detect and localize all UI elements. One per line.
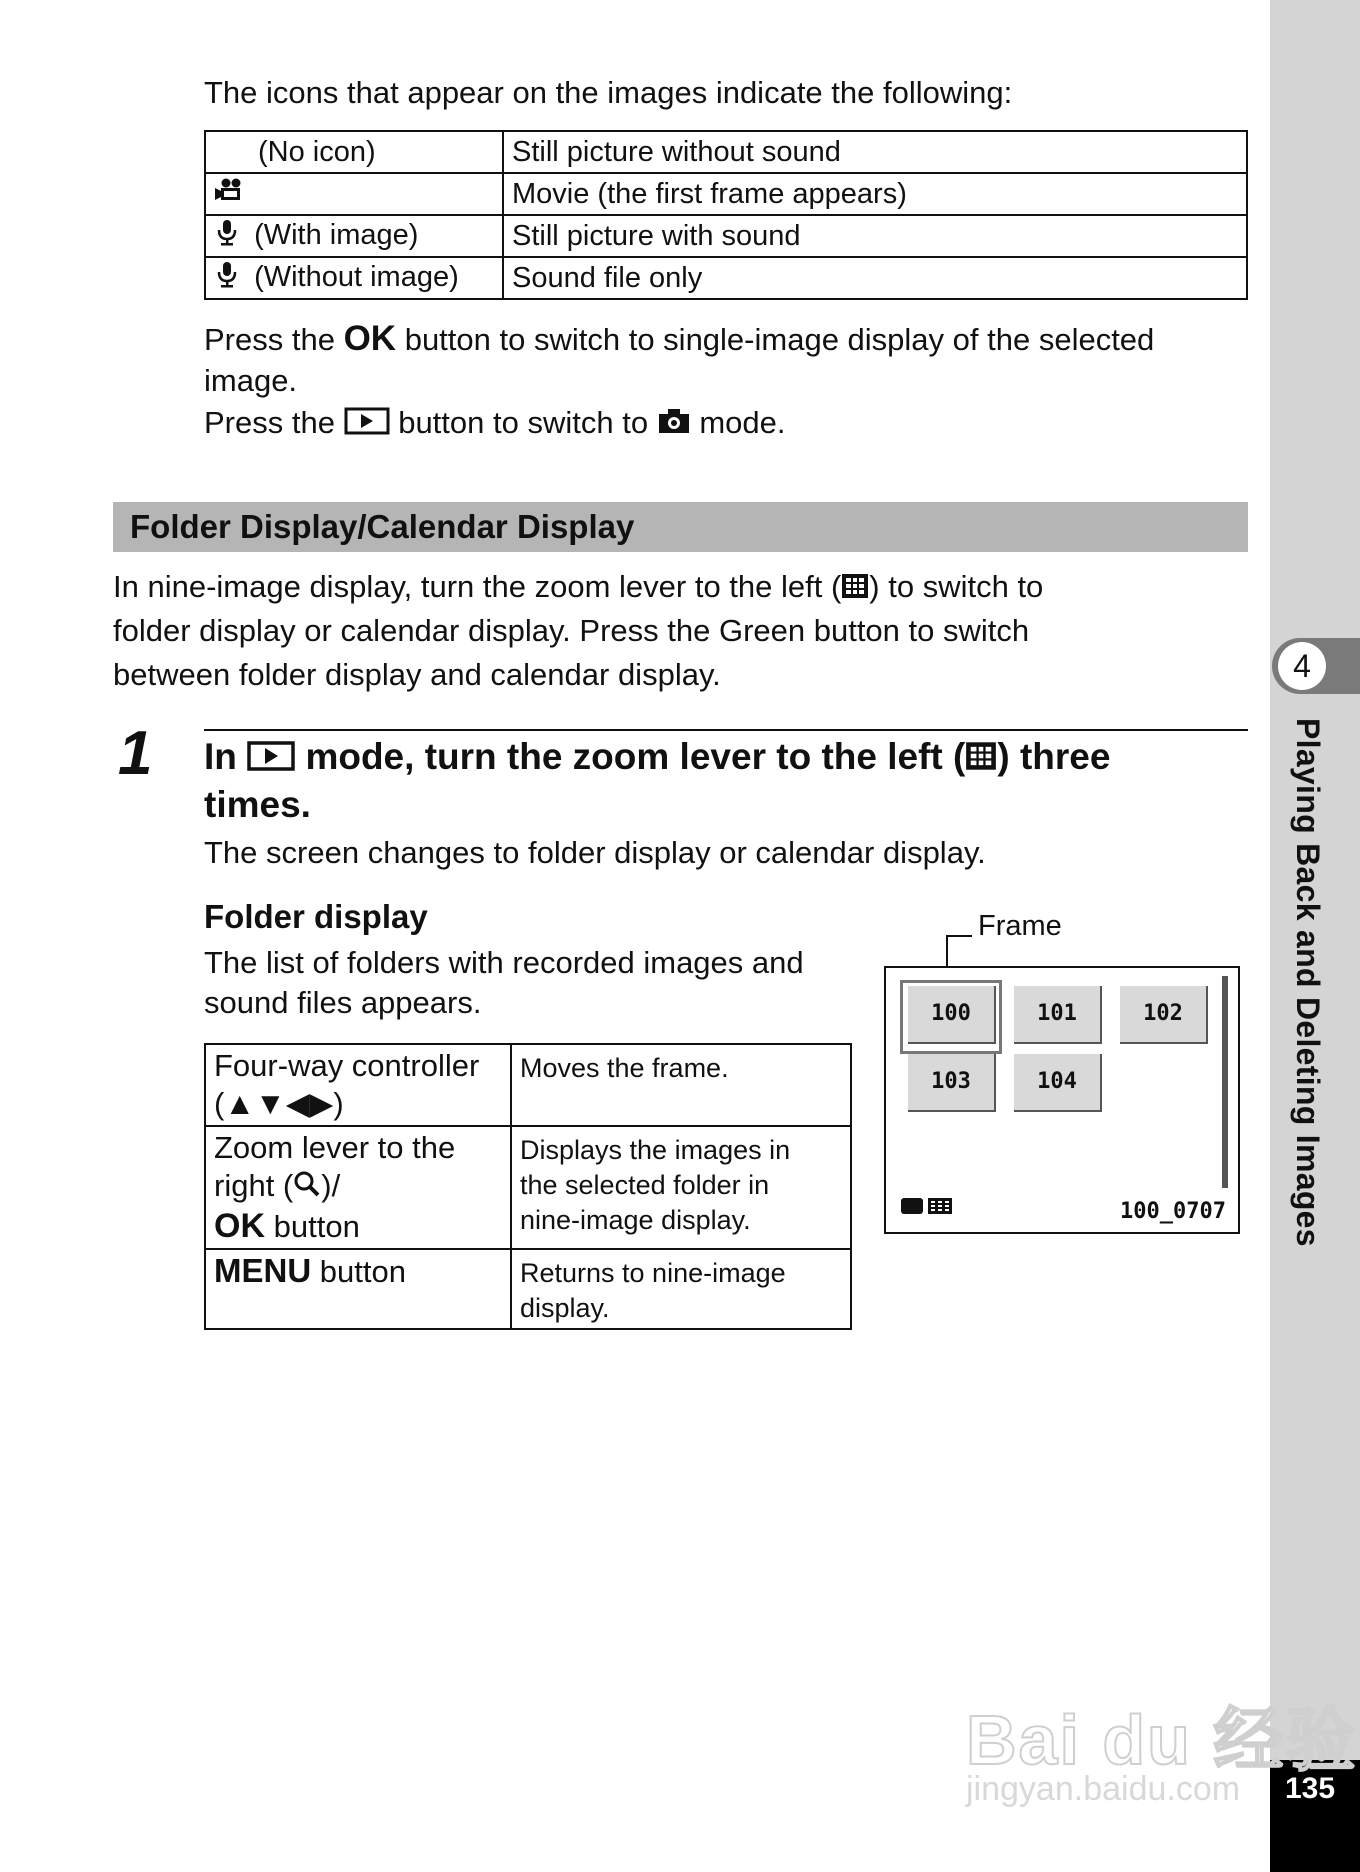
section-title: Folder Display/Calendar Display [130, 508, 635, 545]
watermark-url: jingyan.baidu.com [966, 1770, 1241, 1808]
frame-label: Frame [978, 910, 1062, 942]
folder-mode-icon [900, 1195, 954, 1222]
folder-display-screen [884, 966, 1240, 1234]
microphone-icon [214, 260, 240, 296]
icon-desc: Still picture with sound [503, 215, 1247, 257]
frame-pointer-line [946, 935, 972, 937]
folder-display-title: Folder display [204, 898, 428, 935]
controls-table [204, 1043, 852, 1330]
table-row: Zoom lever to the right ( )/ OK button Displays the images in the selected folder in nine-image display. [205, 1126, 851, 1249]
chapter-number: 4 [1278, 642, 1326, 690]
microphone-icon [214, 218, 240, 254]
ok-button-label: OK [343, 319, 397, 358]
arrow-keys-icon: (▲▼◀▶) [214, 1086, 344, 1121]
icon-desc: Movie (the first frame appears) [503, 173, 1247, 215]
folder-status-code: 100_0707 [1120, 1199, 1226, 1224]
page-number: 135 [1284, 1772, 1336, 1805]
section-line-3: between folder display and calendar display. [113, 657, 721, 692]
folder-display-desc-2: sound files appears. [204, 985, 482, 1020]
ok-button-label: OK [214, 1206, 265, 1245]
step-divider [204, 729, 1248, 731]
folder-thumb: 100 [908, 986, 996, 1044]
table-row [205, 257, 1247, 299]
icon-label: (No icon) [258, 135, 376, 168]
table-row [205, 173, 1247, 215]
folder-thumb: 103 [908, 1054, 996, 1112]
press-play-line: Press the button to switch to mode. [204, 402, 786, 446]
playback-icon [344, 404, 390, 446]
intro-text: The icons that appear on the images indicate the following: [204, 75, 1013, 110]
step-heading-2: times. [204, 784, 311, 825]
press-ok-line-2: image. [204, 363, 298, 398]
step-number: 1 [118, 719, 153, 788]
icon-label: (Without image) [254, 260, 459, 293]
watermark-logo: Bai du 经验 [966, 1701, 1358, 1779]
menu-button-label: MENU [214, 1251, 312, 1289]
icon-desc: Sound file only [503, 257, 1247, 299]
folder-thumb: 104 [1014, 1054, 1102, 1112]
table-row: Four-way controller (▲▼◀▶) Moves the frame. [205, 1044, 851, 1126]
section-line-1: In nine-image display, turn the zoom lever to the left ( ) to switch to [113, 566, 1043, 610]
step-description: The screen changes to folder display or calendar display. [204, 835, 986, 870]
folder-display-desc-1: The list of folders with recorded images and [204, 945, 804, 980]
table-row: MENU button Returns to nine-image display. [205, 1249, 851, 1329]
icon-label: (With image) [254, 218, 419, 251]
thumbnail-grid-icon [841, 568, 869, 610]
magnifier-icon [293, 1169, 321, 1207]
folder-thumb: 102 [1120, 986, 1208, 1044]
icon-table [204, 130, 1248, 300]
section-line-2: folder display or calendar display. Press the Green button to switch [113, 613, 1030, 648]
camera-icon [657, 404, 691, 446]
scrollbar [1222, 976, 1228, 1188]
table-row [205, 131, 1247, 173]
icon-desc: Still picture without sound [503, 131, 1247, 173]
thumbnail-grid-icon [965, 735, 997, 783]
step-heading: In mode, turn the zoom lever to the left ( ) three [204, 733, 1110, 783]
playback-icon [247, 735, 295, 783]
press-ok-line: Press the OK button to switch to single-image display of the selected [204, 319, 1155, 358]
folder-thumb: 101 [1014, 986, 1102, 1044]
table-row [205, 215, 1247, 257]
movie-icon [214, 177, 244, 211]
chapter-title: Playing Back and Deleting Images [1290, 718, 1326, 1247]
